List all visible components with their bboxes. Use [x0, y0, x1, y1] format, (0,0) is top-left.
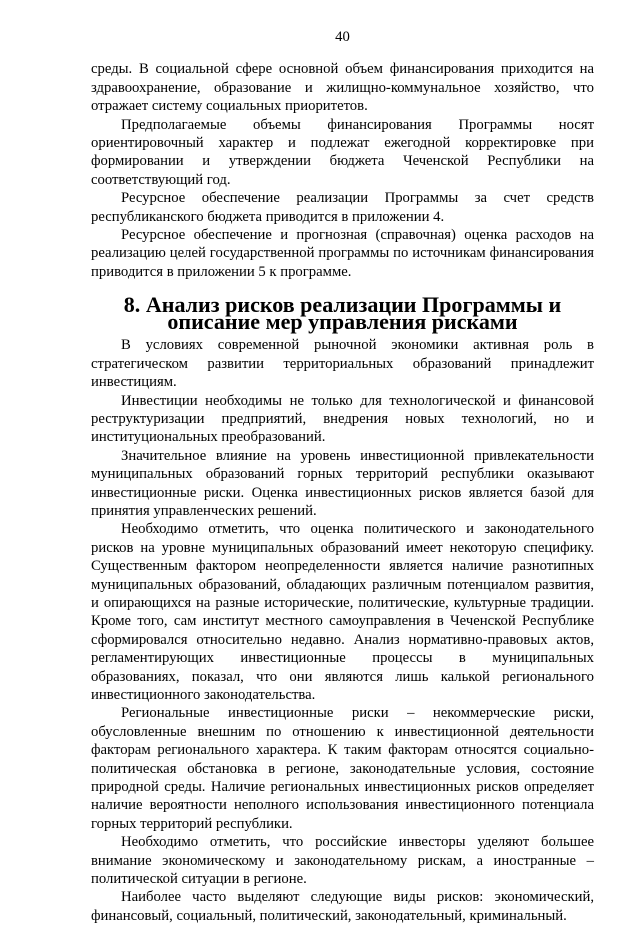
paragraph: Наиболее часто выделяют следующие виды рисков: экономический, финансовый, социальный, политический, законодательный, криминальный. — [91, 889, 594, 924]
page-number: 40 — [335, 29, 350, 45]
paragraph: Ресурсное обеспечение реализации Программы за счет средств республиканского бюджета приводится в приложении 4. — [91, 190, 594, 225]
paragraph: Необходимо отметить, что оценка политического и законодательного рисков на уровне муниципальных образований имеет некоторую специфику. Существенным фактором неопределенности является наличие разнотипных муниципальных образований, обладающих различным потенциалом развития, и опирающихся на разные исторические, политические, культурные традиции. Кроме того, сам институт местного самоуправления в Чеченской Республике сформировался относительно недавно. Анализ нормативно-правовых актов, регламентирующих инвестиционные процессы в муниципальных образованиях, показал, что они являются лишь калькой регионального инвестиционного законодательства. — [91, 521, 594, 703]
paragraph: Необходимо отметить, что российские инвесторы уделяют большее внимание экономическому и законодательному рискам, а иностранные – политической ситуации в регионе. — [91, 834, 594, 888]
paragraph: В условиях современной рыночной экономики активная роль в стратегическом развитии территориальных образований принадлежит инвестициям. — [91, 337, 594, 391]
paragraph: среды. В социальной сфере основной объем финансирования приходится на здравоохранение, образование и жилищно-коммунальное хозяйство, что отражает систему социальных приоритетов. — [91, 61, 594, 115]
paragraph: Ресурсное обеспечение и прогнозная (справочная) оценка расходов на реализацию целей государственной программы по источникам финансирования приводится в приложении 5 к программе. — [91, 227, 594, 280]
paragraph: Значительное влияние на уровень инвестиционной привлекательности муниципальных образований горных территорий республики оказывают инвестиционные риски. Оценка инвестиционных рисков является базой для принятия управленческих решений. — [91, 447, 594, 519]
paragraph: Инвестиции необходимы не только для технологической и финансовой реструктуризации предприятий, внедрения новых технологий, но и институциональных преобразований. — [91, 392, 594, 446]
section-heading: 8. Анализ рисков реализации Программы и описание мер управления рисками — [123, 292, 562, 335]
paragraph: Региональные инвестиционные риски – некоммерческие риски, обусловленные внешним по отношению к инвестиционной деятельности факторам регионального характера. К таким факторам относятся социально-политическая обстановка в регионе, законодательные условия, состояние природной среды. Наличие региональных инвестиционных рисков определяет наличие вероятности неполного использования инвестиционного потенциала горных территорий республики. — [91, 705, 594, 832]
paragraph: Предполагаемые объемы финансирования Программы носят ориентировочный характер и подлежат ежегодной корректировке при формировании и утверждении бюджета Чеченской Республики на соответствующий год. — [91, 116, 594, 188]
